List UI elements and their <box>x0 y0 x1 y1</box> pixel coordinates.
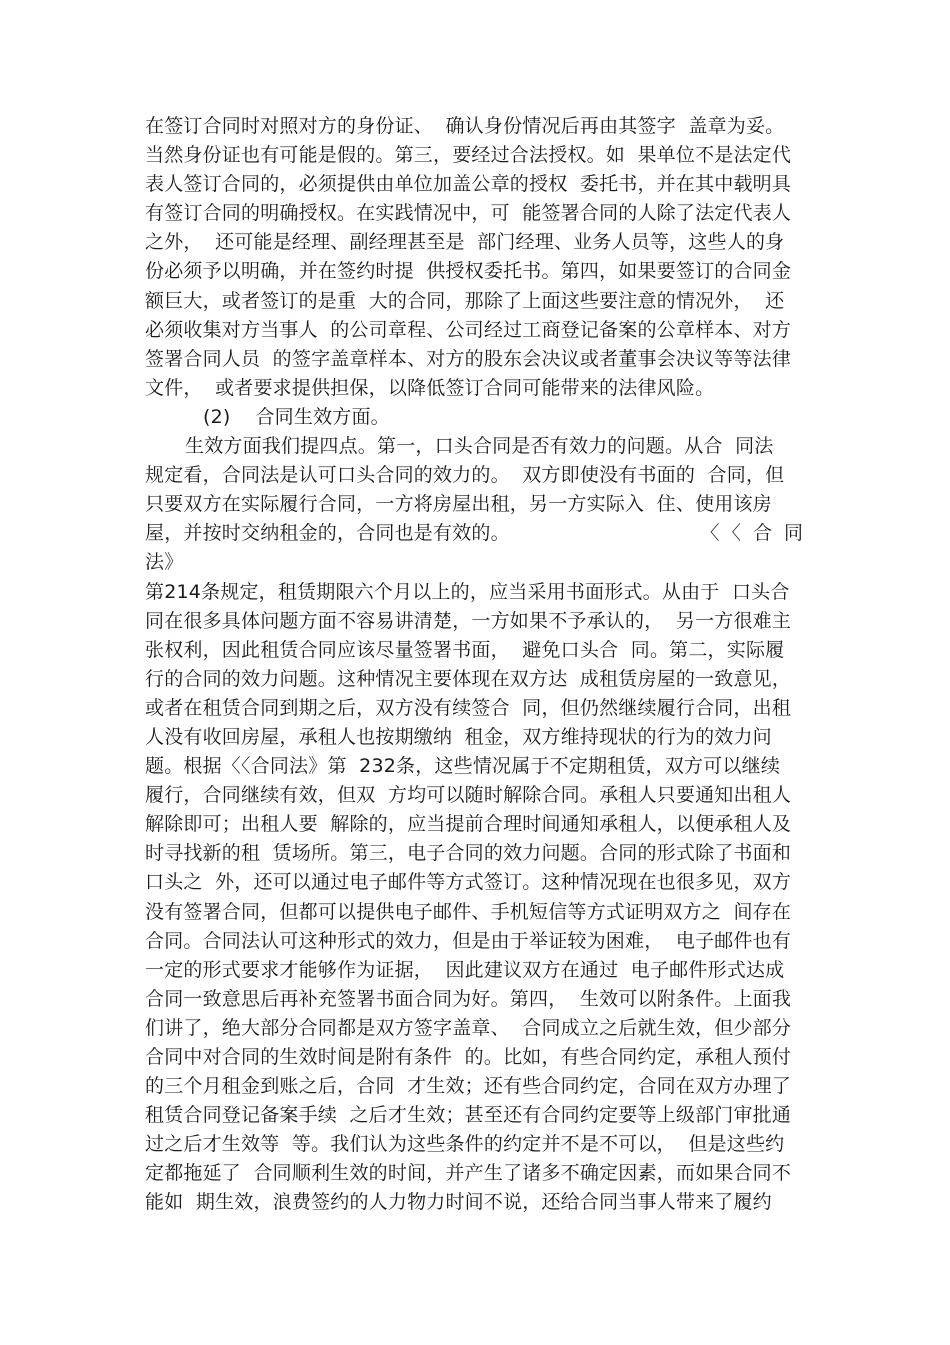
text-line: 合同一致意思后再补充签署书面合同为好。第四， 生效可以附条件。上面我 <box>145 987 792 1010</box>
text-line: 的三个月租金到账之后，合同 才生效；还有些合同约定，合同在双方办理了 <box>145 1075 792 1098</box>
text-line: 过之后才生效等 等。我们认为这些条件的约定并不是不可以， 但是这些约 <box>145 1133 785 1156</box>
text-line: 张权利，因此租赁合同应该尽量签署书面， 避免口头合 同。第二，实际履 <box>145 638 785 661</box>
paragraph-first-line: 生效方面我们提四点。第一，口头合同是否有效力的问题。从合 同法 <box>185 435 774 458</box>
text-line: 履行，合同继续有效，但双 方均可以随时解除合同。承租人只要通知出租人 <box>145 784 792 807</box>
text-line: 文件， 或者要求提供担保，以降低签订合同可能带来的法律风险。 <box>145 376 715 399</box>
text-line: 只要双方在实际履行合同，一方将房屋出租，另一方实际入 住、使用该房 <box>145 493 772 516</box>
text-line: 解除即可；出租人要 解除的，应当提前合理时间通知承租人，以便承租人及 <box>145 813 792 836</box>
text-line: 之外， 还可能是经理、副经理甚至是 部门经理、业务人员等，这些人的身 <box>145 231 785 254</box>
text-line: 能如 期生效，浪费签约的人力物力时间不说，还给合同当事人带来了履约 <box>145 1191 772 1214</box>
text-line: 合同。合同法认可这种形式的效力，但是由于举证较为困难， 电子邮件也有 <box>145 929 792 952</box>
text-line: 们讲了，绝大部分合同都是双方签字盖章、 合同成立之后就生效，但少部分 <box>145 1016 792 1039</box>
text-line: 合同中对合同的生效时间是附有条件 的。比如，有些合同约定，承租人预付 <box>145 1046 792 1068</box>
document-body <box>145 112 815 1218</box>
section-heading: (2) 合同生效方面。 <box>203 405 390 428</box>
text-line: 租赁合同登记备案手续 之后才生效；甚至还有合同约定要等上级部门审批通 <box>145 1104 792 1127</box>
text-line: 时寻找新的租 赁场所。第三，电子合同的效力问题。合同的形式除了书面和 <box>145 842 792 865</box>
text-line: 表人签订合同的，必须提供由单位加盖公章的授权 委托书，并在其中载明具 <box>145 173 792 196</box>
text-line: 口头之 外，还可以通过电子邮件等方式签订。这种情况现在也很多见，双方 <box>145 871 792 894</box>
text-line: 规定看，合同法是认可口头合同的效力的。 双方即使没有书面的 合同，但 <box>145 464 785 487</box>
text-line: 签署合同人员 的签字盖章样本、对方的股东会决议或者董事会决议等等法律 <box>145 347 792 370</box>
law-reference-line <box>145 519 815 548</box>
text-line: 第214条规定，租赁期限六个月以上的，应当采用书面形式。从由于 口头合 <box>145 580 790 603</box>
law-reference-text: 屋，并按时交纳租金的，合同也是有效的。 <box>145 522 510 545</box>
law-title-fragment: 〈〈合同 <box>700 522 815 545</box>
text-line: 行的合同的效力问题。这种情况主要体现在双方达 成租赁房屋的一致意见， <box>145 667 792 690</box>
text-line: 题。根据〈〈合同法》第 232条，这些情况属于不定期租赁，双方可以继续 <box>145 755 781 778</box>
text-line: 必须收集对方当事人 的公司章程、公司经过工商登记备案的公章样本、对方 <box>145 318 792 341</box>
law-title-continuation: 法》 <box>145 551 184 574</box>
text-line: 在签订合同时对照对方的身份证、 确认身份情况后再由其签字 盖章为妥。 <box>145 115 785 137</box>
text-line: 额巨大，或者签订的是重 大的合同，那除了上面这些要注意的情况外， 还 <box>145 289 785 312</box>
text-line: 人没有收回房屋，承租人也按期缴纳 租金，双方维持现状的行为的效力问 <box>145 725 772 748</box>
text-line: 有签订合同的明确授权。在实践情况中，可 能签署合同的人除了法定代表人 <box>145 202 792 225</box>
text-line: 份必须予以明确，并在签约时提 供授权委托书。第四，如果要签订的合同金 <box>145 260 792 283</box>
text-line: 同在很多具体问题方面不容易讲清楚，一方如果不予承认的， 另一方很难主 <box>145 609 792 632</box>
text-line: 定都拖延了 合同顺利生效的时间，并产生了诸多不确定因素，而如果合同不 <box>145 1162 792 1185</box>
text-line: 当然身份证也有可能是假的。第三，要经过合法授权。如 果单位不是法定代 <box>145 144 792 167</box>
text-line: 一定的形式要求才能够作为证据， 因此建议双方在通过 电子邮件形式达成 <box>145 958 785 981</box>
text-line: 或者在租赁合同到期之后，双方没有续签合 同，但仍然继续履行合同，出租 <box>145 696 792 719</box>
text-line: 没有签署合同，但都可以提供电子邮件、手机短信等方式证明双方之 间存在 <box>145 900 792 923</box>
